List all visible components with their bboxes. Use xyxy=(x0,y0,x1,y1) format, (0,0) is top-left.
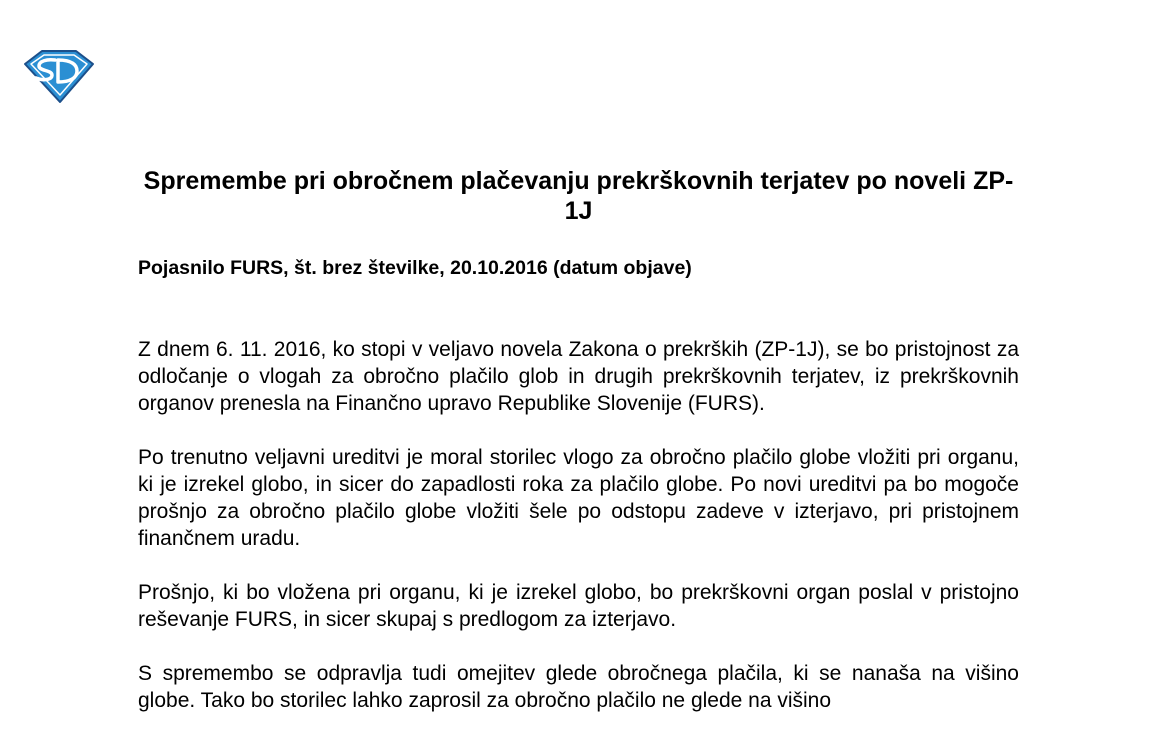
body-paragraph: S spremembo se odpravlja tudi omejitev glede obročnega plačila, ki se nanaša na višino globe. Tako bo storilec lahko zaprosil za obročno plačilo ne glede na višino xyxy=(138,662,1019,712)
body-paragraph: Z dnem 6. 11. 2016, ko stopi v veljavo novela Zakona o prekrških (ZP-1J), se bo pristojnost za odločanje o vlogah za obročno plačilo glob in drugih prekrškovnih terjatev, iz prekrškovnih organov prenesla na Finančno upravo Republike Slovenije (FURS). xyxy=(138,338,1019,415)
document-title: Spremembe pri obročnem plačevanju prekrškovnih terjatev po noveli ZP-1J xyxy=(143,167,1014,225)
body-paragraph: Prošnjo, ki bo vložena pri organu, ki je izrekel globo, bo prekrškovni organ poslal v pristojno reševanje FURS, in sicer skupaj s predlogom za izterjavo. xyxy=(138,581,1019,631)
body-paragraph: Po trenutno veljavni ureditvi je moral storilec vlogo za obročno plačilo globe vložiti pri organu, ki je izrekel globo, in sicer do zapadlosti roka za plačilo globe. Po novi ureditvi pa bo mogoče prošnjo za obročno plačilo globe vložiti šele po odstopu zadeve v izterjavo, pri pristojnem finančnem uradu. xyxy=(138,446,1019,550)
document-body xyxy=(138,336,1019,741)
shield-sd-logo-icon xyxy=(22,48,96,104)
document-subtitle: Pojasnilo FURS, št. brez številke, 20.10.2016 (datum objave) xyxy=(138,257,692,279)
